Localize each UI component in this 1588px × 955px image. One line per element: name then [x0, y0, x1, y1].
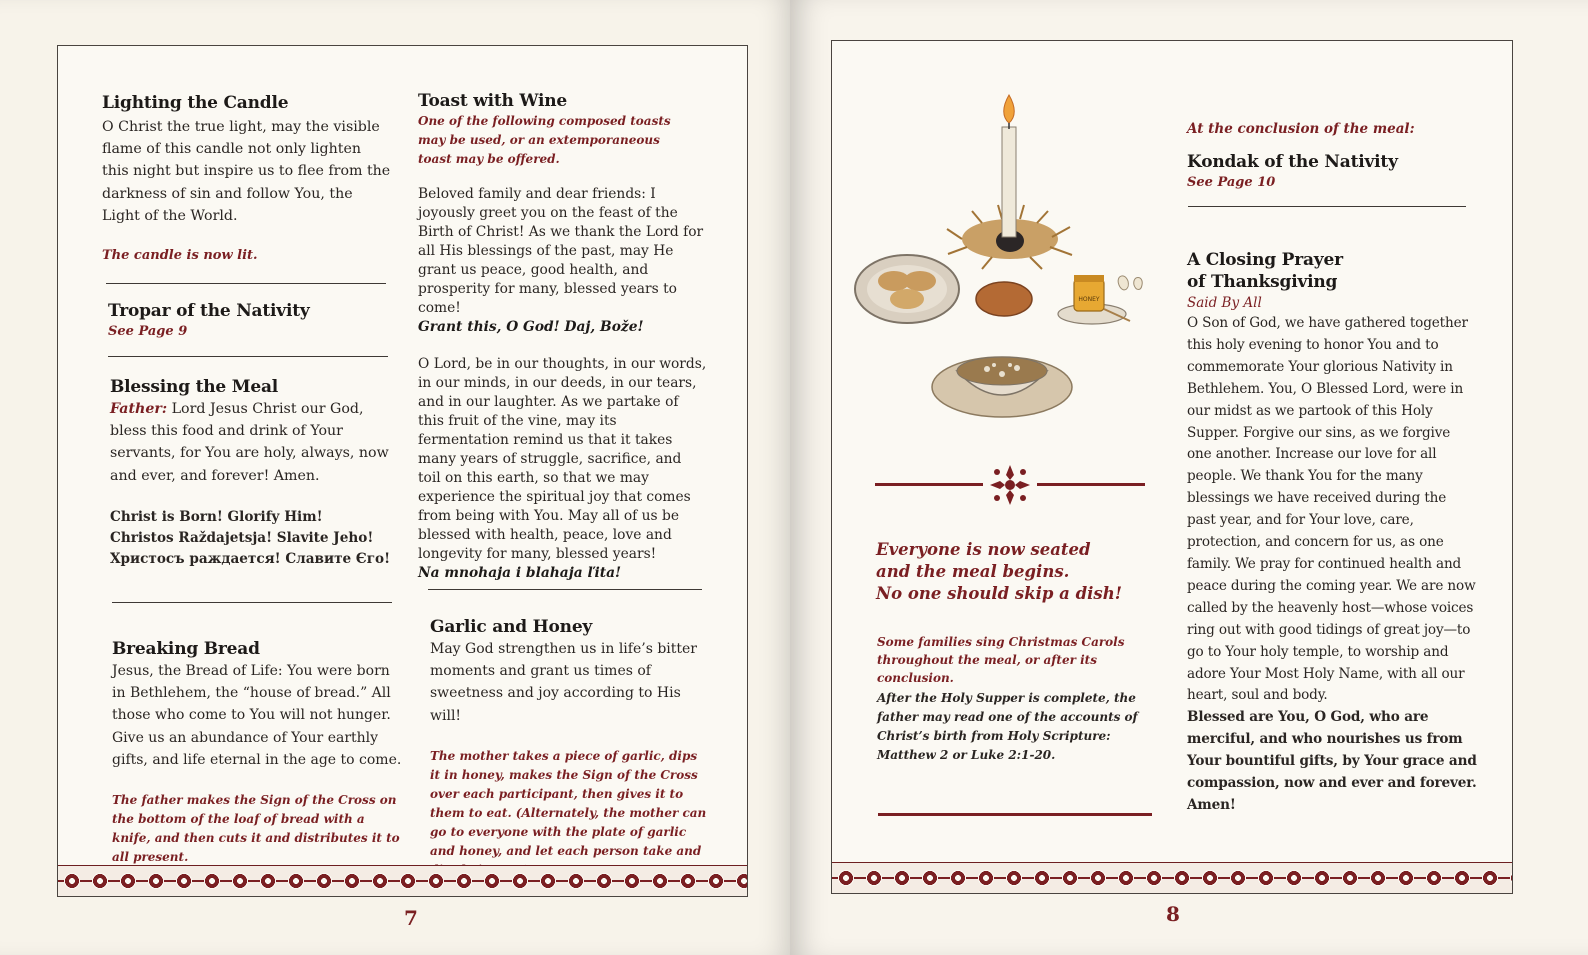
ornament-line-left: [875, 483, 983, 486]
lighting-note: The candle is now lit.: [102, 248, 258, 264]
toast-title: Toast with Wine: [418, 91, 568, 111]
greeting-transliterated: Christos Raždajetsja! Slavite Jeho!: [110, 529, 374, 546]
divider: [112, 602, 392, 603]
page-number-left: 7: [404, 906, 418, 930]
closing-title-1: A Closing Prayer: [1187, 250, 1343, 270]
right-page-frame: [831, 40, 1513, 894]
section-garlic-honey: [430, 616, 710, 880]
breaking-body: Jesus, the Bread of Life: You were born in Bethlehem, the “house of bread.” All those who come to You will not hunger. Give us an abundance of Your earthly gifts, and life eternal in the age to come.: [112, 663, 402, 768]
carols-note-block: [877, 633, 1162, 687]
conclusion-block: [1187, 121, 1477, 192]
closing-line: [878, 813, 1152, 816]
toast-note: One of the following composed toasts may be used, or an extemporaneous toast may be offered.: [418, 114, 671, 166]
conclusion-note: At the conclusion of the meal:: [1187, 121, 1415, 137]
kondak-ref: See Page 10: [1187, 175, 1276, 190]
bread-icon: [976, 282, 1032, 316]
section-closing-prayer: [1187, 249, 1477, 817]
divider: [108, 356, 388, 357]
tropar-title: Tropar of the Nativity: [108, 301, 310, 321]
section-lighting-candle: [102, 92, 392, 265]
greeting-cyrillic: Христосъ раждается! Славите Єго!: [110, 550, 391, 567]
garlic-icon: [1118, 276, 1142, 290]
greeting-english: Christ is Born! Glorify Him!: [110, 508, 323, 525]
cross-ornament-icon: [988, 463, 1032, 507]
divider: [106, 283, 386, 284]
toast-closing-2: Na mnohaja i blahaja ľita!: [418, 565, 622, 581]
section-blessing: [110, 376, 400, 570]
closing-body: O Son of God, we have gathered together this holy evening to honor You and to commemorate Your glorious Nativity in Bethlehem. You, O Blessed Lord, were in our midst as we partook of this Holy Supper. Forgive our sins, as we forgive one another. Increase our love for all people. We thank You for the many blessings we have received during the past year, and for Your love, care, protection, and concern for us, as one family. We pray for continued health and peace during the coming year. We are now called by the heavenly host—whose voices ring out with good tidings of great joy—to go to Your holy temple, to worship and adore Your Most Holy Name, with all our heart, soul and body.: [1187, 315, 1476, 704]
toast-closing-1: Grant this, O God! Daj, Bože!: [418, 319, 644, 335]
blessing-title: Blessing the Meal: [110, 377, 279, 397]
left-page: [0, 0, 790, 955]
divider: [428, 589, 702, 590]
toast-body-2: O Lord, be in our thoughts, in our words, in our minds, in our deeds, in our tears, and in our laughter. As we partake of this fruit of the vine, may its fermentation remind us that it takes many years of struggle, sacrifice, and toil on this earth, so that we may experience the spiritual joy that comes from being with You. May all of us be blessed with health, peace, love and longevity for many, blessed years!: [418, 356, 707, 562]
blessing-speaker: Father:: [110, 401, 168, 417]
seated-line-2: and the meal begins.: [876, 562, 1070, 581]
candle-icon: [1002, 95, 1016, 237]
section-breaking-bread: [112, 638, 402, 867]
garlic-title: Garlic and Honey: [430, 617, 593, 637]
section-tropar: [108, 300, 398, 341]
closing-title-2: of Thanksgiving: [1187, 272, 1338, 292]
blessing-body: Lord Jesus Christ our God, bless this food and drink of Your servants, for You are holy, always, now and ever, and forever! Amen.: [110, 401, 389, 484]
lighting-body: O Christ the true light, may the visible flame of this candle not only lighten this night but inspire us to flee from the darkness of sin and follow You, the Light of the World.: [102, 119, 391, 224]
breaking-note: The father makes the Sign of the Cross on the bottom of the loaf of bread with a knife, and then cuts it and distributes it to all present.: [112, 793, 400, 865]
left-page-frame: [57, 45, 748, 897]
garlic-note: The mother takes a piece of garlic, dips it in honey, makes the Sign of the Cross over each participant, then gives it to them to eat. (Alternately, the mother can go to everyone with the plate of garlic and honey, and let each person take and: [430, 748, 707, 858]
after-note-block: [877, 689, 1147, 765]
right-page: [790, 0, 1588, 955]
border-ornament: [832, 862, 1512, 893]
greetings: [110, 507, 400, 570]
toast-body-1: Beloved family and dear friends: I joyously greet you on the feast of the Birth of Christ! As we thank the Lord for all His blessings of the past, may He grant us peace, good health, and prosperity for many, blessed years to come!: [418, 186, 704, 316]
section-toast: [418, 90, 708, 583]
after-note: After the Holy Supper is complete, the father may read one of the accounts of Christ’s birth from Holy Scripture: Matthew 2 or Luke 2:1-20.: [877, 691, 1138, 762]
garlic-body: May God strengthen us in life’s bitter moments and grant us times of sweetness and joy according to His will!: [430, 641, 697, 724]
soup-bowl-icon: [932, 357, 1072, 417]
meal-begins-notice: [876, 539, 1166, 605]
closing-said-by: Said By All: [1187, 295, 1262, 311]
candle-illustration: [852, 89, 1152, 439]
lighting-title: Lighting the Candle: [102, 93, 289, 113]
breaking-title: Breaking Bread: [112, 639, 260, 659]
border-ornament: [58, 865, 747, 896]
tropar-ref: See Page 9: [108, 324, 188, 339]
pierogi-plate-icon: [855, 255, 959, 323]
carols-note: Some families sing Christmas Carols throughout the meal, or after its conclusion.: [877, 635, 1125, 685]
page-number-right: 8: [1166, 902, 1180, 926]
seated-line-3: No one should skip a dish!: [876, 584, 1122, 603]
ornament-line-right: [1037, 483, 1145, 486]
honey-label: HONEY: [1078, 296, 1100, 303]
divider: [1188, 206, 1466, 207]
seated-line-1: Everyone is now seated: [876, 540, 1091, 559]
closing-bold-ending: Blessed are You, O God, who are merciful, and who nourishes us from Your bountiful gifts, by Your grace and compassion, now and ever and forever. Amen!: [1187, 709, 1477, 813]
kondak-title: Kondak of the Nativity: [1187, 152, 1398, 172]
